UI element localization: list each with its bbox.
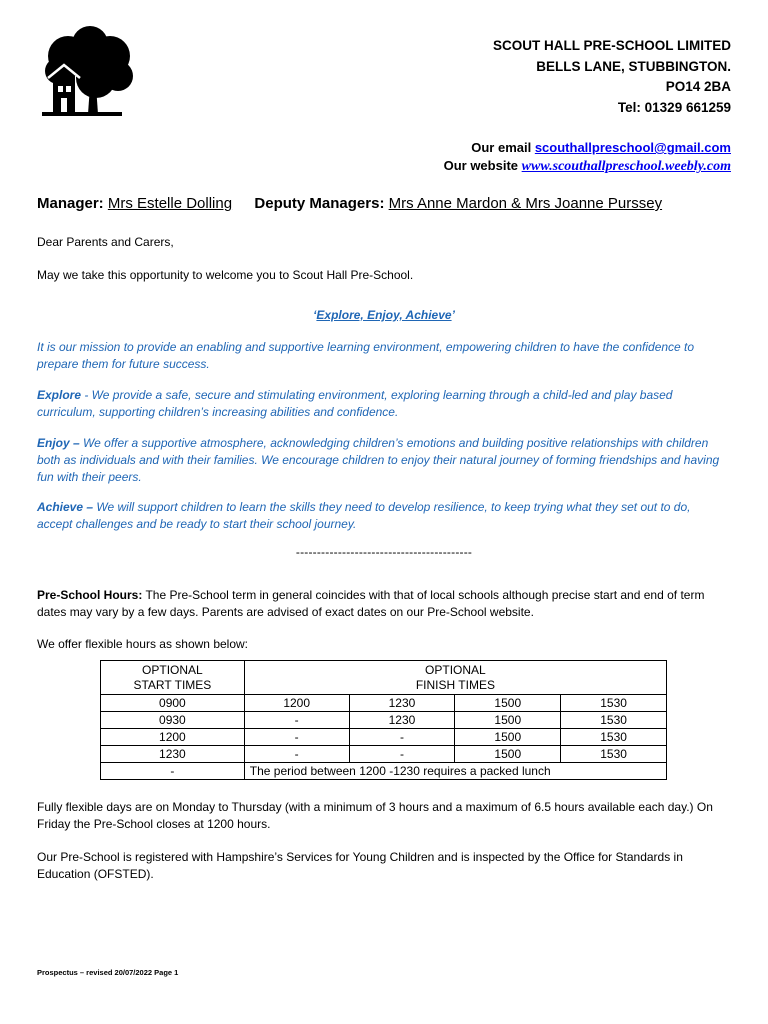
website-link[interactable]: www.scouthallpreschool.weebly.com xyxy=(521,159,731,174)
table-cell: 1500 xyxy=(455,729,561,746)
table-cell: 0900 xyxy=(101,695,245,712)
packed-lunch-note: The period between 1200 -1230 requires a packed lunch xyxy=(244,763,666,780)
achieve-label: Achieve – xyxy=(37,500,94,514)
staff-line xyxy=(37,195,662,212)
start-times-header: OPTIONAL START TIMES xyxy=(101,661,245,695)
org-name: SCOUT HALL PRE-SCHOOL LIMITED xyxy=(492,38,731,53)
table-cell: 1230 xyxy=(349,695,455,712)
section-divider: ------------------------------------------ xyxy=(295,545,473,559)
email-label: Our email xyxy=(471,140,532,155)
house-tree-logo-icon xyxy=(38,26,134,120)
table-row xyxy=(101,695,667,712)
achieve-text: We will support children to learn the skills they need to develop resilience, to keep trying what they set out to do, accept challenges and be ready to start their school journey. xyxy=(37,500,691,531)
table-cell: 1230 xyxy=(349,712,455,729)
website-label: Our website xyxy=(443,158,519,173)
manager-name: Mrs Estelle Dolling xyxy=(107,195,233,212)
table-cell: 0930 xyxy=(101,712,245,729)
table-cell: - xyxy=(101,763,245,780)
welcome-text: May we take this opportunity to welcome you to Scout Hall Pre-School. xyxy=(37,268,414,282)
table-cell: 1200 xyxy=(101,729,245,746)
organisation-address xyxy=(493,36,731,118)
postcode: PO14 2BA xyxy=(665,79,731,94)
telephone: Tel: 01329 661259 xyxy=(617,99,731,115)
page-footer: Prospectus – revised 20/07/2022 Page 1 xyxy=(37,968,179,977)
table-cell: 1500 xyxy=(455,712,561,729)
table-cell: 1530 xyxy=(561,729,667,746)
table-cell: - xyxy=(349,746,455,763)
flexible-days-text: Fully flexible days are on Monday to Thursday (with a minimum of 3 hours and a maximum of 6.5 hours available each day.) On Friday the Pre-School closes at 1200 hours. xyxy=(37,800,713,831)
table-cell: 1530 xyxy=(561,712,667,729)
table-cell: 1230 xyxy=(101,746,245,763)
table-row xyxy=(101,763,667,780)
registration-text: Our Pre-School is registered with Hampshire’s Services for Young Children and is inspected by the Office for Standards in Education (OFSTED). xyxy=(37,850,683,881)
deputy-names: Mrs Anne Mardon & Mrs Joanne Purssey xyxy=(388,195,663,212)
table-header-row xyxy=(101,661,667,695)
table-cell: 1200 xyxy=(244,695,349,712)
table-cell: - xyxy=(244,746,349,763)
mission-statement: It is our mission to provide an enabling and supportive learning environment, empowering children to have the confidence to prepare them for future success. xyxy=(37,340,695,371)
achieve-paragraph xyxy=(37,499,729,533)
explore-paragraph xyxy=(37,387,729,421)
motto-text: Explore, Enjoy, Achieve xyxy=(316,308,452,322)
address-line: BELLS LANE, STUBBINGTON. xyxy=(536,58,731,74)
hours-label: Pre-School Hours: xyxy=(37,588,143,602)
hours-text: The Pre-School term in general coincides with that of local schools although precise start and end of term dates may vary by a few days. Parents are advised of exact dates on our Pre-School website. xyxy=(37,588,705,619)
enjoy-text: We offer a supportive atmosphere, acknowledging children’s emotions and building positive relationships with children both as individuals and with their families. We encourage children to enjoy their natural journey of forming friendships and having fun with their peers. xyxy=(37,436,720,484)
table-row xyxy=(101,729,667,746)
table-cell: 1530 xyxy=(561,695,667,712)
flexible-intro: We offer flexible hours as shown below: xyxy=(37,637,249,651)
table-cell: - xyxy=(349,729,455,746)
finish-times-header: OPTIONAL FINISH TIMES xyxy=(244,661,666,695)
table-cell: 1530 xyxy=(561,746,667,763)
table-cell: - xyxy=(244,729,349,746)
table-cell: 1500 xyxy=(455,695,561,712)
deputy-label: Deputy Managers: xyxy=(254,195,385,212)
greeting: Dear Parents and Carers, xyxy=(37,235,174,249)
table-row xyxy=(101,712,667,729)
hours-paragraph xyxy=(37,587,729,621)
manager-label: Manager: xyxy=(37,195,104,212)
enjoy-label: Enjoy – xyxy=(37,436,80,450)
motto: ‘Explore, Enjoy, Achieve’ xyxy=(313,308,455,322)
email-link[interactable]: scouthallpreschool@gmail.com xyxy=(534,140,731,155)
explore-text: - We provide a safe, secure and stimulating environment, exploring learning through a child-led and play based curriculum, supporting children’s increasing abilities and confidence. xyxy=(37,388,673,419)
contact-links xyxy=(444,139,731,176)
hours-table xyxy=(100,660,667,780)
table-cell: - xyxy=(244,712,349,729)
table-row xyxy=(101,746,667,763)
table-cell: 1500 xyxy=(455,746,561,763)
explore-label: Explore xyxy=(37,388,82,402)
enjoy-paragraph xyxy=(37,435,729,486)
